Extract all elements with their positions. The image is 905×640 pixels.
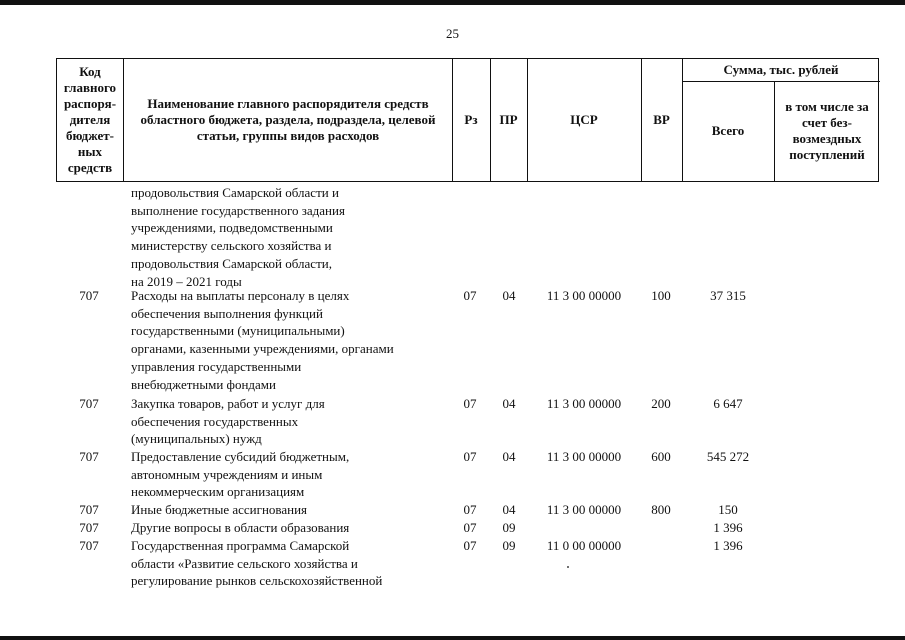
row-vr: 600 bbox=[651, 449, 671, 464]
row-pr: 04 bbox=[502, 502, 516, 517]
row-pr: 04 bbox=[502, 396, 516, 411]
row-name: Другие вопросы в области образования bbox=[131, 520, 350, 535]
row-vr: 800 bbox=[651, 502, 671, 517]
row-vr: 100 bbox=[651, 288, 671, 303]
header-free: в том числе за счет без-возмездных поступлений bbox=[785, 99, 869, 162]
bottom-rule bbox=[0, 636, 905, 640]
row-name: Государственная программа Самарской области «Развитие сельского хозяйства и регулирование рынков сельскохозяйственной bbox=[131, 538, 383, 589]
row-total: 6 647 bbox=[713, 396, 743, 411]
scan-speck bbox=[567, 566, 569, 568]
row-pr: 09 bbox=[502, 538, 516, 553]
row-name: Иные бюджетные ассигнования bbox=[131, 502, 308, 517]
row-pr: 04 bbox=[502, 449, 516, 464]
row-name: продовольствия Самарской области и выполнение государственного задания учреждениями, подведомственными министерству сельского хозяйства и продовольствия Самарской области, на 2019 – 2021 годы bbox=[131, 185, 345, 289]
row-rz: 07 bbox=[463, 288, 477, 303]
row-csr: 11 3 00 00000 bbox=[546, 449, 622, 464]
table-header bbox=[56, 58, 879, 182]
row-rz: 07 bbox=[463, 396, 477, 411]
row-rz: 07 bbox=[463, 538, 477, 553]
row-pr: 09 bbox=[502, 520, 516, 535]
top-rule bbox=[0, 0, 905, 5]
page-number: 25 bbox=[446, 26, 459, 41]
header-csr: ЦСР bbox=[570, 112, 598, 127]
row-code: 707 bbox=[79, 449, 99, 464]
row-code: 707 bbox=[79, 538, 99, 553]
header-pr: ПР bbox=[499, 112, 518, 127]
row-rz: 07 bbox=[463, 502, 477, 517]
header-total: Всего bbox=[711, 123, 745, 138]
row-csr: 11 3 00 00000 bbox=[546, 502, 622, 517]
row-name: Расходы на выплаты персоналу в целях обеспечения выполнения функций государственными (муниципальными) органами, казенными учреждениями, органами управления государственными внебюджетными фондами bbox=[131, 288, 394, 392]
row-csr: 11 0 00 00000 bbox=[546, 538, 622, 553]
row-rz: 07 bbox=[463, 520, 477, 535]
header-code: Код главного распоря-дителя бюджет-ных средств bbox=[63, 64, 117, 175]
header-rz: Рз bbox=[464, 112, 478, 127]
header-name: Наименование главного распорядителя средств областного бюджета, раздела, подраздела, целевой статьи, группы видов расходов bbox=[140, 96, 436, 143]
row-csr: 11 3 00 00000 bbox=[546, 396, 622, 411]
row-code: 707 bbox=[79, 288, 99, 303]
row-total: 1 396 bbox=[713, 520, 743, 535]
row-pr: 04 bbox=[502, 288, 516, 303]
row-csr: 11 3 00 00000 bbox=[546, 288, 622, 303]
row-code: 707 bbox=[79, 396, 99, 411]
row-code: 707 bbox=[79, 520, 99, 535]
row-name: Закупка товаров, работ и услуг для обеспечения государственных (муниципальных) нужд bbox=[131, 396, 325, 447]
row-total: 37 315 bbox=[710, 288, 746, 303]
row-total: 150 bbox=[718, 502, 738, 517]
header-sum: Сумма, тыс. рублей bbox=[723, 62, 839, 77]
row-total: 1 396 bbox=[713, 538, 743, 553]
row-total: 545 272 bbox=[706, 449, 750, 464]
row-vr: 200 bbox=[651, 396, 671, 411]
row-code: 707 bbox=[79, 502, 99, 517]
row-name: Предоставление субсидий бюджетным, автономным учреждениям и иным некоммерческим организациям bbox=[131, 449, 350, 500]
row-rz: 07 bbox=[463, 449, 477, 464]
header-vr: ВР bbox=[653, 112, 670, 127]
